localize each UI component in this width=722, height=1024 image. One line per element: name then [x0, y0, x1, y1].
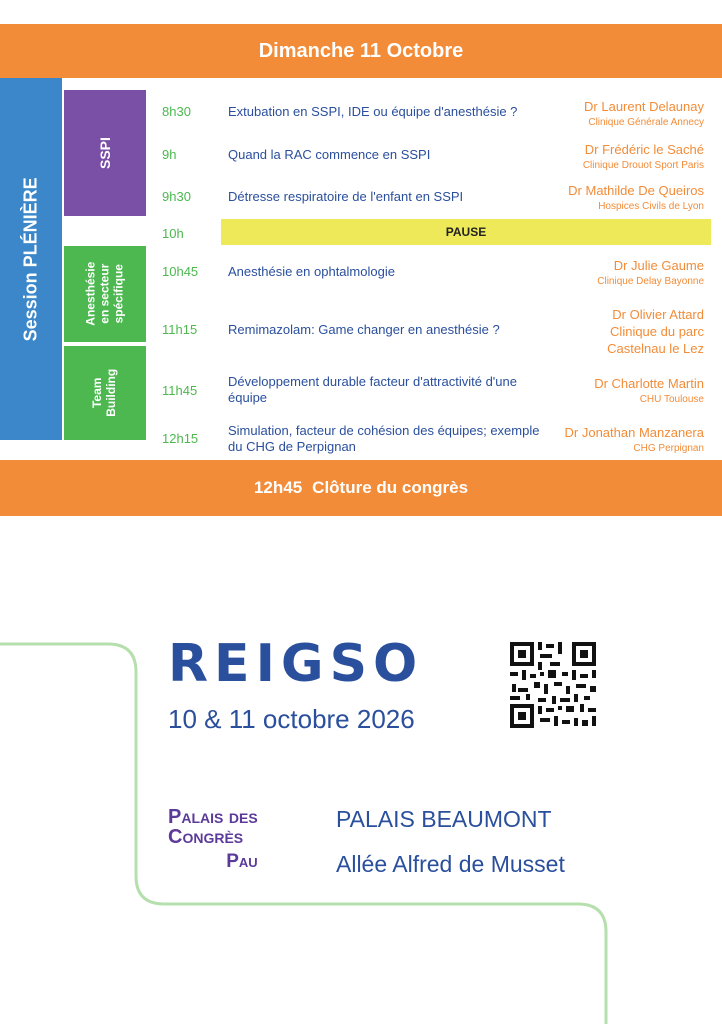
closing-label: Clôture du congrès	[312, 478, 469, 497]
group-anesthesie	[64, 246, 146, 342]
day-header	[0, 24, 722, 78]
speaker-name: Dr Jonathan Manzanera	[564, 425, 704, 440]
session-label: Session PLÉNIÈRE	[20, 176, 41, 342]
event-logo: REIGSO	[168, 634, 424, 694]
session-label-block	[0, 78, 62, 440]
speaker-institution-line: Clinique du parc	[610, 323, 704, 339]
speaker	[584, 99, 704, 129]
time-slot: 12h15	[162, 431, 199, 446]
speaker-name: Dr Olivier Attard	[612, 307, 704, 322]
time-slot: 11h15	[162, 322, 198, 337]
time-slot: 9h	[162, 147, 177, 162]
event-dates: 10 & 11 octobre 2026	[168, 704, 415, 734]
speaker-name: Dr Mathilde De Queiros	[568, 183, 704, 198]
talk-title: Détresse respiratoire de l'enfant en SSPI	[228, 189, 464, 204]
speaker	[568, 183, 704, 213]
time-slot: 9h30	[162, 189, 191, 204]
closing-time: 12h45	[253, 478, 303, 497]
qr-code-icon[interactable]	[508, 640, 598, 730]
speaker-institution-line: Castelnau le Lez	[607, 340, 704, 356]
speaker	[565, 425, 704, 455]
talk-title: Anesthésie en ophtalmologie	[228, 264, 395, 279]
day-title: Dimanche 11 Octobre	[258, 39, 464, 62]
talk-title: Développement durable facteur d'attractivité d'une équipe	[228, 374, 517, 406]
time-slot: 10h45	[162, 264, 199, 279]
speaker-institution: Clinique Générale Annecy	[588, 116, 704, 128]
speaker	[583, 142, 704, 172]
talk-title: Quand la RAC commence en SSPI	[228, 147, 431, 162]
speaker-name: Dr Laurent Delaunay	[584, 99, 704, 114]
group-anesthesie-label: Anesthésie en secteur spécifique	[83, 261, 125, 327]
talk-title: Extubation en SSPI, IDE ou équipe d'anesthésie ?	[228, 104, 518, 119]
speaker-name: Dr Julie Gaume	[613, 258, 704, 273]
talk-title: Remimazolam: Game changer en anesthésie ?	[228, 322, 500, 337]
speaker-institution: Hospices Civils de Lyon	[598, 200, 704, 212]
speaker-institution: CHG Perpignan	[633, 442, 704, 454]
speaker-name: Dr Charlotte Martin	[594, 376, 704, 391]
closing-band	[0, 460, 722, 516]
venue-name: PALAIS BEAUMONT	[336, 806, 552, 832]
venue-address: Allée Alfred de Musset	[336, 851, 565, 877]
speaker-institution: CHU Toulouse	[639, 393, 704, 405]
pause-label: PAUSE	[445, 225, 487, 239]
speaker-institution: Clinique Delay Bayonne	[597, 275, 704, 287]
pause-bar	[221, 219, 711, 245]
group-sspi	[64, 90, 146, 216]
group-team-building	[64, 346, 146, 440]
speaker	[594, 376, 704, 406]
speaker	[597, 258, 704, 288]
talk-title: Simulation, facteur de cohésion des équipes; exemple du CHG de Perpignan	[228, 423, 540, 455]
speaker-institution: Clinique Drouot Sport Paris	[582, 159, 704, 171]
time-slot: 11h45	[162, 383, 198, 398]
speaker	[607, 307, 704, 358]
pause-time: 10h	[162, 226, 184, 241]
palais-congres-logo: Palais des Congrès Pau	[168, 806, 258, 873]
group-sspi-label: SSPI	[96, 137, 113, 169]
speaker-name: Dr Frédéric le Saché	[584, 142, 704, 157]
time-slot: 8h30	[162, 104, 191, 119]
group-team-label: Team Building	[90, 369, 118, 417]
